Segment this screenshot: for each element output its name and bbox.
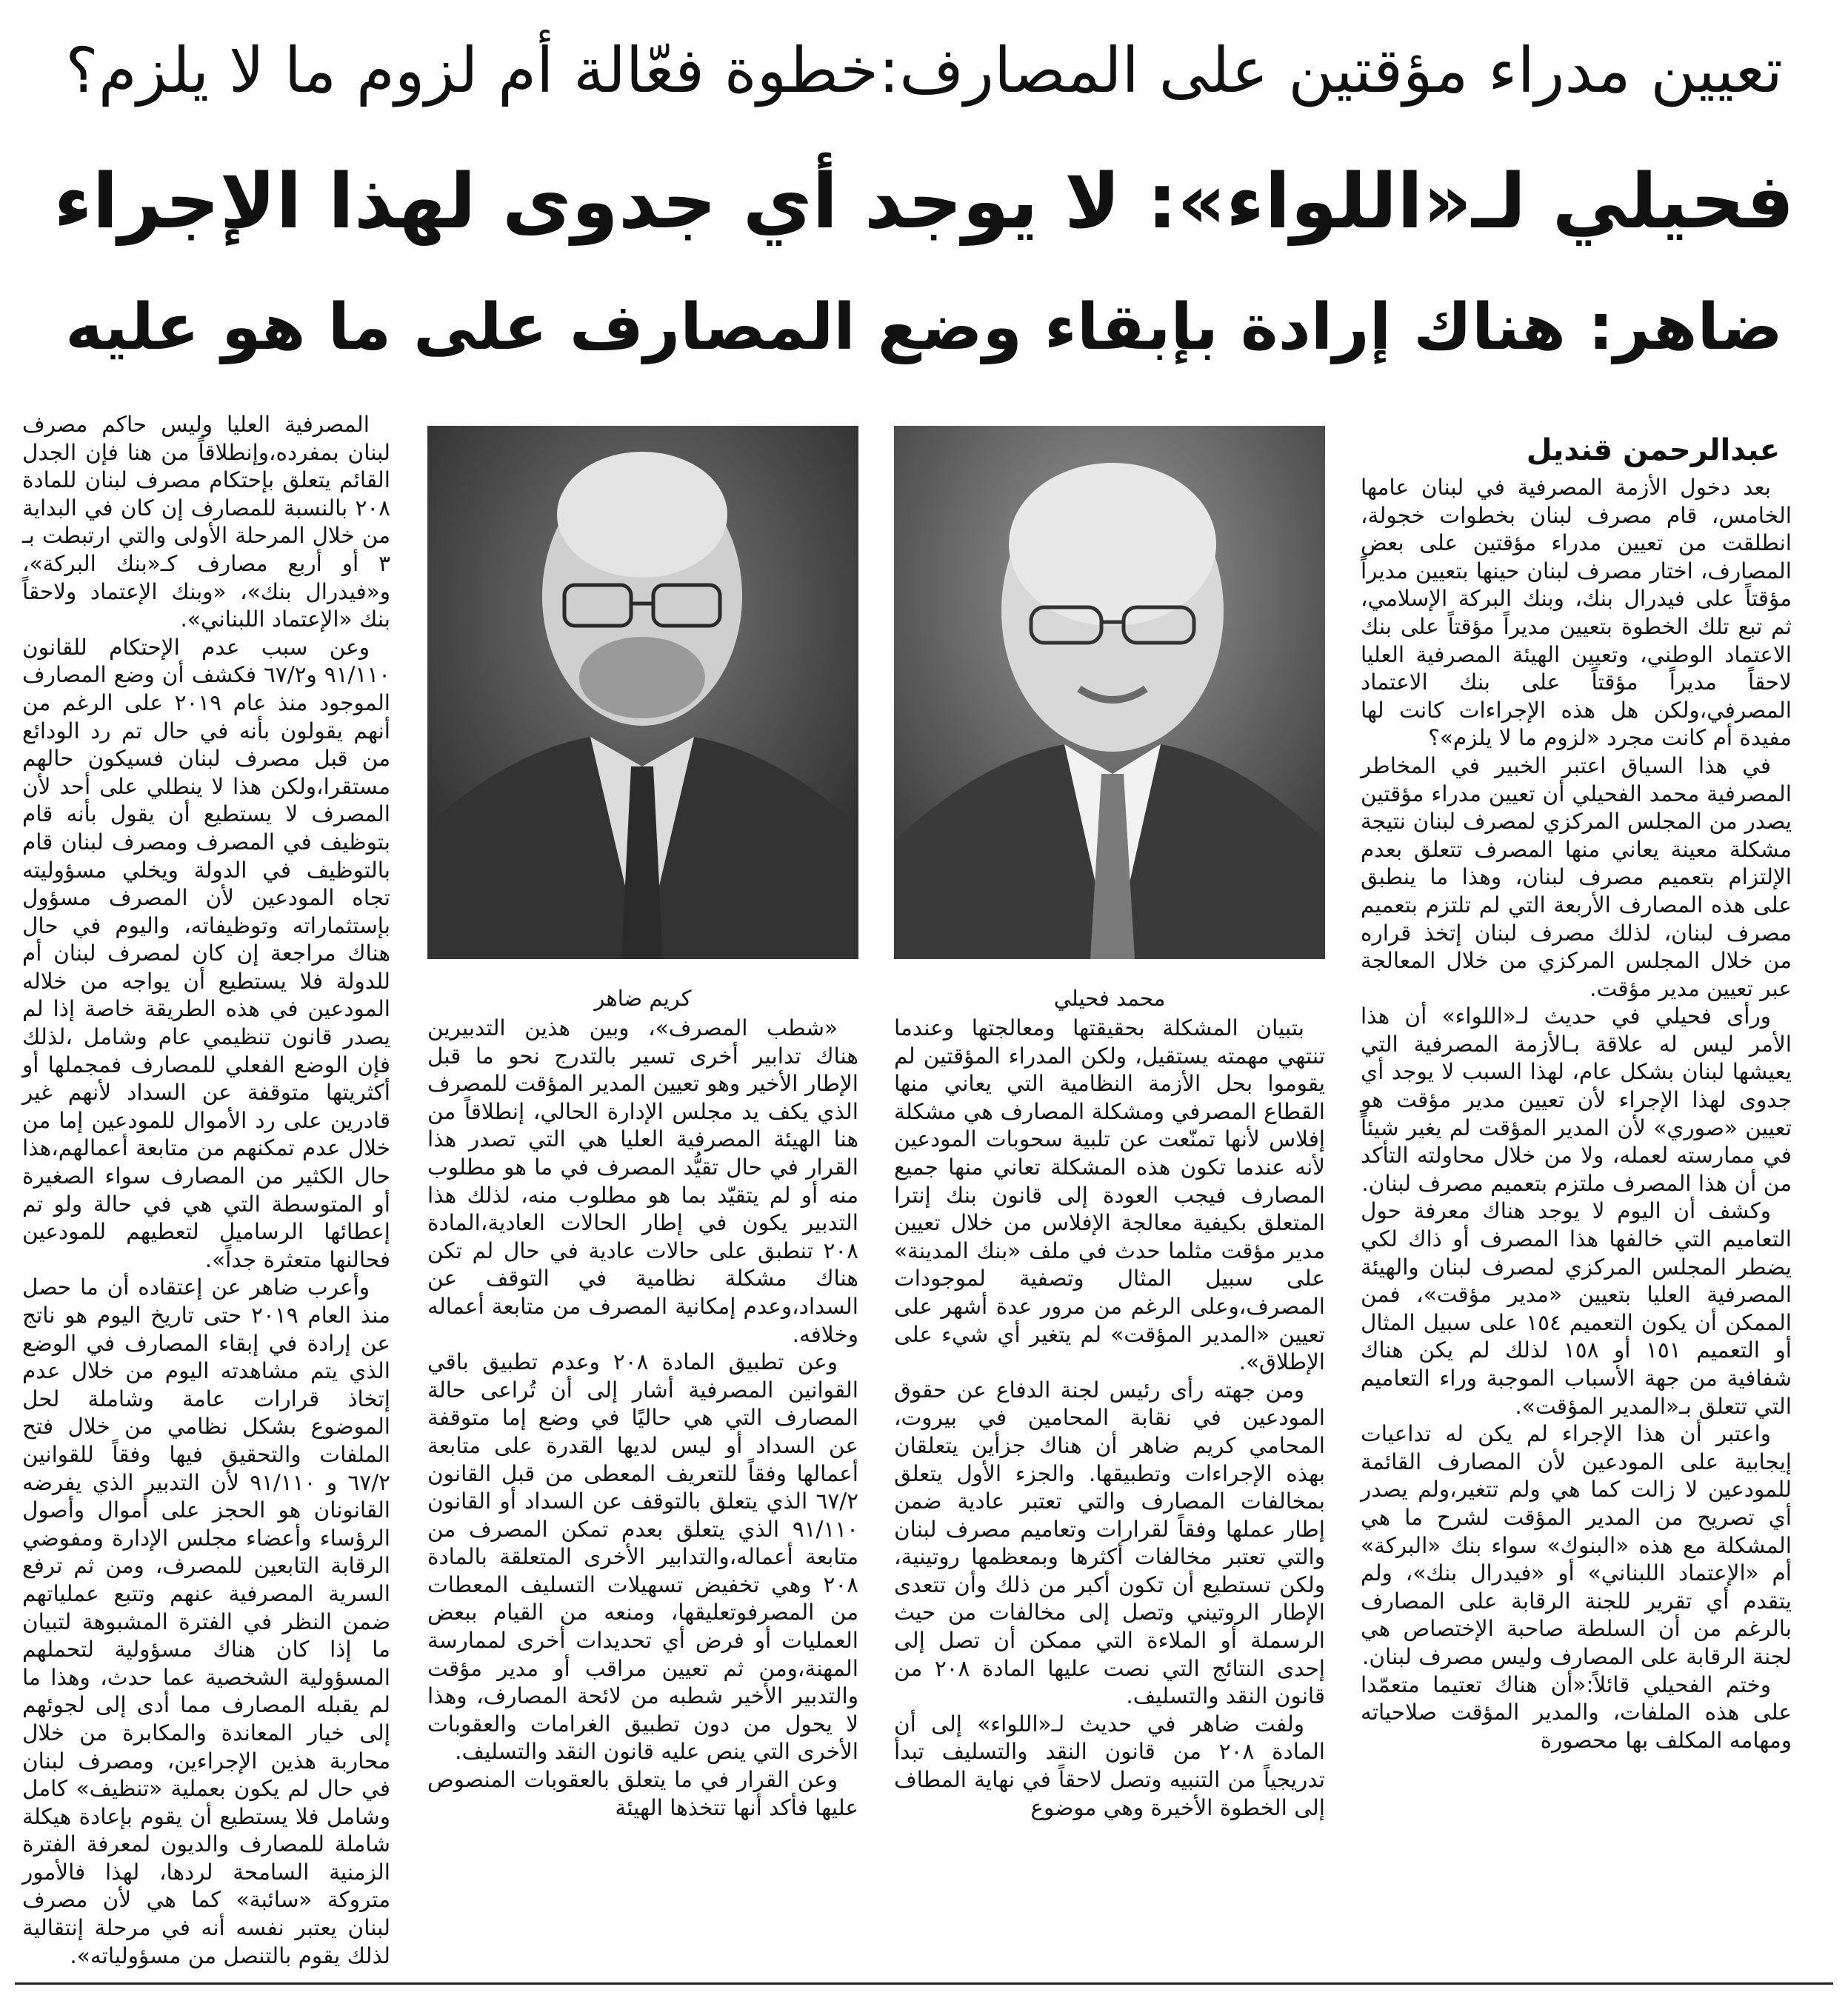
- photo-caption-fheili: محمد فحيلي: [1053, 986, 1166, 1011]
- paragraph: ورأى فحيلي في حديث لـ«اللواء» أن هذا الأمر ليس له علاقة بـالأزمة المصرفية التي يعيشها لبنان بشكل عام، لهذا السبب لا يوجد أي جدوى لهذا الإجراء لأن تعيين مدير مؤقت هو تعيين «صوري» لأن المدير المؤقت لم يغير شيئاً في ممارسته لعمله، ولا من خلال محاولته التأكد من أن هذا المصرف ملتزم بتعميم مصرف لبنان.: [1361, 1003, 1792, 1196]
- portrait-image: [894, 426, 1325, 959]
- paragraph: واعتبر أن هذا الإجراء لم يكن له تداعيات إيجابية على المودعين لأن المصارف القائمة للمودعين لا زالت كما هي ولم تتغير،ولم يصدر أي تصريح من المدير المؤقت لشرح ما هي المشكلة مع هذه «البنوك» سواء بنك «البركة» أم «الإعتماد اللبناني» أو «فيدرال بنك»، ولم يتقدم أي تقرير للجنة الرقابة على المصارف بالرغم من أن السلطة صاحبة الإختصاص هي لجنة الرقابة على المصارف وليس مصرف لبنان.: [1361, 1421, 1792, 1669]
- photo-mohammad-fheili: [894, 426, 1325, 959]
- paragraph: بعد دخول الأزمة المصرفية في لبنان عامها الخامس، قام مصرف لبنان بخطوات خجولة، انطلقت من تعيين مدراء مؤقتين على بعض المصارف، اختار مصرف لبنان حينها بتعيين مديراً مؤقتاً على فيدرال بنك، وبنك البركة الإسلامي، ثم تبع تلك الخطوة بتعيين مديراً مؤقتاً على بنك الاعتماد الوطني، وتعيين الهيئة المصرفية العليا لاحقاً مديراً مؤقتاً على بنك الاعتماد المصرفي،ولكن هل هذه الإجراءات كانت لها مفيدة أم كانت مجرد «لزوم ما لا يلزم»؟: [1361, 475, 1792, 751]
- main-headline: فحيلي لـ«اللواء»: لا يوجد أي جدوى لهذا الإجراء: [53, 158, 1795, 246]
- secondary-headline: ضاهر: هناك إرادة بإبقاء وضع المصارف على ما هو عليه: [65, 290, 1783, 364]
- photo-caption-daher: كريم ضاهر: [594, 986, 692, 1011]
- kicker-headline: تعيين مدراء مؤقتين على المصارف:خطوة فعّالة أم لزوم ما لا يلزم؟: [65, 34, 1783, 107]
- paragraph: في هذا السياق اعتبر الخبير في المخاطر المصرفية محمد الفحيلي أن تعيين مدراء مؤقتين يصدر من المجلس المركزي لمصرف لبنان نتيجة مشكلة معينة يعاني منها المصرف تتعلق بعدم الإلتزام بتعميم مصرف لبنان، وهذا ما ينطبق على هذه المصارف الأربعة التي لم تلتزم بتعميم مصرف لبنان، لذلك مصرف لبنان إتخذ قراره من خلال المجلس المركزي من خلال المعالجة عبر تعيين مدير مؤقت.: [1361, 752, 1792, 1001]
- paragraph: وأعرب ضاهر عن إعتقاده أن ما حصل منذ العام ٢٠١٩ حتى تاريخ اليوم هو ناتج عن إرادة في إبقاء المصارف في الوضع الذي يتم مشاهدته اليوم من خلال عدم إتخاذ قرارات عامة وشاملة لحل الموضوع بشكل نظامي من خلال فتح الملفات والتحقيق فيها وفقاً للقوانين ٦٧/٢ و ٩١/١١٠ لأن التدبير الذي يفرضه القانونان هو الحجز على أموال وأصول الرؤساء وأعضاء مجلس الإدارة ومفوضي الرقابة التابعين للمصرف، ومن ثم ترفع السرية المصرفية عنهم وتتبع عملياتهم ضمن النظر في الفترة المشبوهة لتبيان ما إذا كان هناك مسؤولية لتحملهم المسؤولية الشخصية عما حدث، وهذا ما لم يقبله المصارف مما أدى إلى لجوئهم إلى خيار المعاندة والمكابرة من خلال محاربة هذين الإجراءين، ومصرف لبنان في حال لم يكون بعملية «تنظيف» كامل وشامل فلا يستطيع أن يقوم بإعادة هيكلة شاملة للمصارف والديون لمعرفة الفترة الزمنية السامحة لردها، لهذا فالأمور متروكة «سائبة» كما هي لأن مصرف لبنان يعتبر نفسه أنه في مرحلة إنتقالية لذلك يقوم بالتنصل من مسؤولياته».: [22, 1274, 390, 1968]
- paragraph: ولفت ضاهر في حديث لـ«اللواء» إلى أن المادة ٢٠٨ من قانون النقد والتسليف تبدأ تدريجياً من التنبيه وتصل لاحقاً في نهاية المطاف إلى الخطوة الأخيرة وهي موضوع: [894, 1711, 1325, 1820]
- article-column-1: [1361, 474, 1792, 1981]
- paragraph: «شطب المصرف»، وبين هذين التدبيرين هناك تدابير أخرى تسير بالتدرج نحو ما قبل الإطار الأخير وهو تعيين المدير المؤقت للمصرف الذي يكف يد مجلس الإدارة الحالي، إنطلاقاً من هنا الهيئة المصرفية العليا هي التي تصدر هذا القرار في حال تقيُّد المصرف في ما هو مطلوب منه أو لم يتقيّد بما هو مطلوب منه، لذلك هذا التدبير يكون في إطار الحالات العادية،المادة ٢٠٨ تنطبق على حالات عادية في حال لم تكن هناك مشكلة نظامية في التوقف عن السداد،وعدم إمكانية المصرف من متابعة أعماله وخلافه.: [427, 1015, 858, 1347]
- paragraph: وكشف أن اليوم لا يوجد هناك معرفة حول التعاميم التي خالفها هذا المصرف أو ذاك لكي يضطر المجلس المركزي لمصرف لبنان والهيئة المصرفية العليا بتعيين «مدير مؤقت»، فمن الممكن أن يكون التعميم ١٥٤ على سبيل المثال أو التعميم ١٥١ أو ١٥٨ لذلك لم يكن هناك شفافية من جهة الأسباب الموجبة وراء التعاميم التي تتعلق بـ«المدير المؤقت».: [1361, 1198, 1792, 1419]
- paragraph: وعن القرار في ما يتعلق بالعقوبات المنصوص عليها فأكد أنها تتخذها الهيئة: [427, 1767, 858, 1820]
- paragraph: وختم الفحيلي قائلاً:«أن هناك تعتيما متعمّدا على هذه الملفات، والمدير المؤقت صلاحياته ومهامه المكلف بها محصورة: [1361, 1671, 1792, 1753]
- bottom-rule: [15, 1982, 1833, 1985]
- paragraph: المصرفية العليا وليس حاكم مصرف لبنان بمفرده،وإنطلاقاً من هنا فإن الجدل القائم يتعلق بإحتكام مصرف لبنان للمادة ٢٠٨ بالنسبة للمصارف إن كان في البداية من خلال المرحلة الأولى والتي ارتبطت بـ ٣ أو أربع مصارف كـ«بنك البركة»، و«فيدرال بنك»، «وبنك الإعتماد ولاحقاً بنك «الإعتماد اللبناني».: [22, 412, 390, 632]
- photo-karim-daher: [427, 426, 858, 959]
- paragraph: وعن تطبيق المادة ٢٠٨ وعدم تطبيق باقي القوانين المصرفية أشار إلى أن تُراعى حالة المصارف التي هي حاليًا في وضع إما متوقفة عن السداد أو ليس لديها القدرة على متابعة أعمالها وفقاً للتعريف المعطى من قبل القانون ٦٧/٢ الذي يتعلق بالتوقف عن السداد أو القانون ٩١/١١٠ الذي يتعلق بعدم تمكن المصرف من متابعة أعماله،والتدابير الأخرى المتعلقة بالمادة ٢٠٨ وهي تخفيض تسهيلات التسليف المعطات من المصرفوتعليقها، ومنعه من القيام ببعض العمليات أو فرض أي تحديدات أخرى لممارسة المهنة،ومن ثم تعيين مراقب أو مدير مؤقت والتدبير الأخير شطبه من لائحة المصارف، وهذا لا يحول من دون تطبيق الغرامات والعقوبات الأخرى التي ينص عليه قانون النقد والتسليف.: [427, 1349, 858, 1765]
- byline: عبدالرحمن قنديل: [1526, 433, 1780, 467]
- article-column-3: [427, 1015, 858, 1977]
- paragraph: وعن سبب عدم الإحتكام للقانون ٩١/١١٠ و٦٧/٢ فكشف أن وضع المصارف الموجود منذ عام ٢٠١٩ على الرغم من أنهم يقولون بأنه في حال تم رد الودائع من قبل مصرف لبنان فسيكون حالهم مستقرا،ولكن هذا لا ينطلي على أحد لأن المصرف لا يستطيع أن يقول بأنه قام بتوظيف في المصرف ومصرف لبنان قام بالتوظيف في الدولة ويخلي مسؤوليته تجاه المودعين لأن المصرف مسؤول بإستثماراته وتوظيفاته، واليوم في حال هناك مراجعة إن كان لمصرف لبنان أم للدولة فلا يستطيع أن يواجه من خلاله المودعين في هذه الطريقة خاصة إذا لم يصدر قانون تنظيمي عام وشامل ،لذلك فإن الوضع الفعلي للمصارف فمجملها أو أكثريتها متوقفة عن السداد لأنهم غير قادرين على رد الأموال للمودعين إما من خلال عدم تمكنهم من متابعة أعمالهم،هذا حال الكثير من المصارف سواء الصغيرة أو المتوسطة التي هي في حالة ولو تم إعطائها الرساميل لتعطيهم للمودعين فحالنها متعثرة جداً».: [22, 634, 391, 1272]
- portrait-image: [427, 426, 858, 959]
- paragraph: بتبيان المشكلة بحقيقتها ومعالجتها وعندما تنتهي مهمته يستقيل، ولكن المدراء المؤقتين لم يقوموا بحل الأزمة النظامية التي يعاني منها القطاع المصرفي ومشكلة المصارف هي مشكلة إفلاس لأنها تمنّعت عن تلبية سحوبات المودعين لأنه عندما تكون هذه المشكلة تعاني منها جميع المصارف فيجب العودة إلى قانون بنك إنترا المتعلق بكيفية معالجة الإفلاس من خلال تعيين مدير مؤقت مثلما حدث في ملف «بنك المدينة» على سبيل المثال وتصفية لموجودات المصرف،وعلى الرغم من مرور عدة أشهر على تعيين «المدير المؤقت» لم يتغير أي شيء على الإطلاق».: [894, 1015, 1325, 1375]
- paragraph: ومن جهته رأى رئيس لجنة الدفاع عن حقوق المودعين في نقابة المحامين في بيروت، المحامي كريم ضاهر أن هناك جزأين يتعلقان بهذه الإجراءات وتطبيقها. والجزء الأول يتعلق بمخالفات المصارف والتي تعتبر عادية ضمن إطار عملها وفقاً لقرارات وتعاميم مصرف لبنان والتي تعتبر مخالفات أكثرها وبمعظمها روتينية، ولكن تستطيع أن تكون أكبر من ذلك وأن تتعدى الإطار الروتيني وتصل إلى مخالفات من حيث الرسملة أو الملاءة التي ممكن أن تصل إلى إحدى النتائج التي نصت عليها المادة ٢٠٨ من قانون النقد والتسليف.: [894, 1377, 1325, 1709]
- article-column-2: [894, 1015, 1325, 1977]
- article-column-4: [22, 411, 390, 1977]
